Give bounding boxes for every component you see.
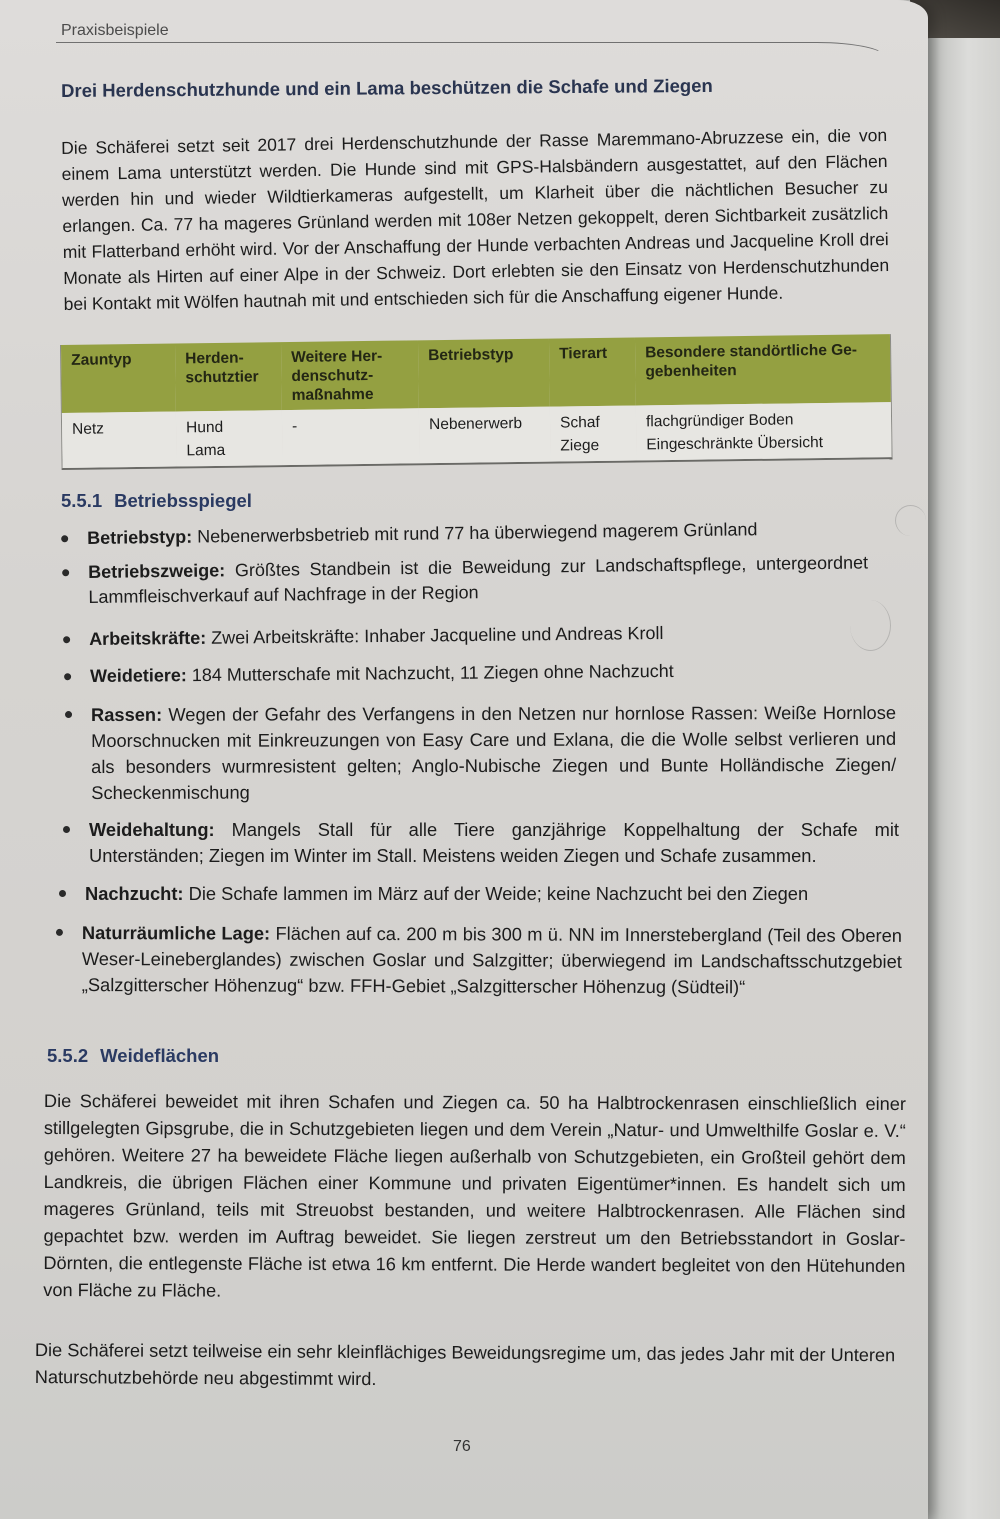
pencil-mark [850,600,891,651]
list-item [89,817,899,869]
section-number: 5.5.2 [47,1045,89,1066]
section-title: Weideflächen [100,1045,220,1066]
item-text: Nebenerwerbsbetrieb mit rund 77 ha überwiegend magerem Grünland [192,519,758,547]
table-header-row [61,334,891,413]
section-number: 5.5.1 [61,490,103,511]
list-item [87,516,877,551]
weideflaechen-paragraph-1: Die Schäferei beweidet mit ihren Schafen und Ziegen ca. 50 ha Halbtrockenrasen einschließlich einer stillgelegten Gipsgrube, die in Schutzgebieten liegen und dem Verein „Natur- und Umwelthilfe Goslar e. V.“ gehören. Weitere 27 ha beweidete Fläche liegen außerhalb von Schutzgebieten, ein Großteil gehört dem Landkreis, die übrigen Flächen einer Kommune und privaten Eigentümer*innen. Es handelt sich um mageres Grünland, teils mit Streuobst bestanden, und weitere Halbtrockenrasen. Alle Flächen sind gepachtet bzw. werden im Auftrag beweidet. Sie liegen zerstreut um den Betriebsstandort in Goslar-Dörnten, die entlegenste Fläche ist etwa 16 km entfernt. Die Herde wandert begleitet von den Hütehunden von Fläche zu Fläche. [43,1091,906,1301]
table-row [62,402,892,468]
article-title: Drei Herdenschutzhunde und ein Lama beschützen die Schafe und Ziegen [61,74,713,101]
cell-gegebenheiten [636,402,892,460]
bullet-icon [63,636,70,643]
header-weitere-massnahme: Weitere Her-denschutz-maßnahme [281,340,419,410]
item-text: Mangels Stall für alle Tiere ganzjährige Koppelhaltung der Schafe mit Unterständen; Ziegen im Winter im Stall. Meistens weiden Ziegen und Schafe zusammen. [89,819,899,866]
bullet-icon [63,826,70,833]
item-label: Arbeitskräfte: [89,627,207,649]
item-text: Die Schafe lammen im März auf der Weide; keine Nachzucht bei den Ziegen [183,883,809,904]
header-betriebstyp: Betriebstyp [418,339,550,409]
bullet-icon [61,535,68,542]
item-text: Zwei Arbeitskräfte: Inhaber Jacqueline und Andreas Kroll [206,622,664,648]
item-text: 184 Mutterschafe mit Nachzucht, 11 Ziegen ohne Nachzucht [186,660,674,686]
header-herdenschutztier: Herden-schutztier [175,342,282,411]
cell-tierart [550,405,637,461]
header-zauntyp: Zauntyp [61,343,176,412]
bullet-icon [64,673,71,680]
cell-betriebstyp: Nebenerwerb [419,407,551,464]
summary-table [60,334,893,470]
cell-zauntyp: Netz [62,411,177,467]
page-number: 76 [453,1438,471,1455]
bullet-icon [56,929,63,936]
cell-line: Ziege [560,436,600,455]
item-label: Betriebstyp: [87,526,193,548]
item-label: Rassen: [91,703,163,725]
list-item [91,700,896,806]
bullet-icon [62,569,69,576]
item-text: Flächen auf ca. 200 m bis 300 m ü. NN im Innerstebergland (Teil des Oberen Weser-Leineberglandes) zwischen Goslar und Salzgitter; überwiegend im Landschaftsschutzgebiet „Salzgitterscher Höhenzug“ bzw. FFH-Gebiet „Salzgitterscher Höhenzug (Südteil)“ [81,922,902,998]
header-gegebenheiten: Besondere standörtliche Ge-gebenheiten [635,334,891,405]
intro-paragraph: Die Schäferei setzt seit 2017 drei Herdenschutzhunde der Rasse Maremmano-Abruzzese ein, die von einem Lama unterstützt werden. Die Hunde sind mit GPS-Halsbändern ausgestattet, auf den Flächen werden hin und wieder Wildtierkameras aufgestellt, um Klarheit über die nächtlichen Besucher zu erlangen. Ca. 77 ha mageres Grünland werden mit 108er Netzen gekoppelt, deren Sichtbarkeit zusätzlich mit Flatterband erhöht wird. Vor der Anschaffung der Hunde verbachten Andreas und Jacqueline Kroll drei Monate als Hirten auf einer Alpe in der Schweiz. Dort erlebten sie den Einsatz von Herdenschutzhunden bei Kontakt mit Wölfen hautnah mit und entschieden sich für die Anschaffung eigener Hunde. [61,124,890,314]
cell-line: flachgründiger Boden [645,411,794,431]
item-label: Naturräumliche Lage: [81,922,271,944]
cell-line: Hund [185,418,224,437]
header-rule [56,42,887,61]
list-item [82,920,902,1001]
item-label: Betriebszweige: [88,560,226,582]
item-label: Weidehaltung: [89,819,215,840]
cell-line: Eingeschränkte Übersicht [646,434,824,454]
pencil-mark [895,505,926,536]
weideflaechen-paragraph-2: Die Schäferei setzt teilweise ein sehr kleinflächiges Beweidungsregime um, das jedes Jahr mit der Unteren Naturschutzbehörde neu abgestimmt wird. [34,1340,896,1390]
item-text: Wegen der Gefahr des Verfangens in den Netzen nur hornlose Rassen: Weiße Hornlose Moorschnucken mit Einkreuzungen von Easy Care und Exlana, die die Wolle selbst verlieren und als besonders wurmresistent gelten; Anglo-Nubische Ziegen und Bunte Holländische Ziegen/ Scheckenmischung [91,701,897,803]
header-tierart: Tierart [549,337,636,406]
bullet-icon [59,890,66,897]
section-heading-betriebsspiegel [61,490,252,512]
running-head: Praxisbeispiele [61,22,169,39]
cell-weitere-massnahme: - [282,408,420,465]
bullet-icon [65,711,72,718]
list-item [88,550,869,610]
list-item [89,619,879,652]
section-heading-weideflaechen [47,1045,219,1067]
cell-herdenschutztier [176,410,283,466]
item-label: Nachzucht: [85,883,184,904]
item-text: Größtes Standbein ist die Beweidung zur Landschaftspflege, untergeordnet Lammfleischverkauf auf Nachfrage in der Region [88,552,869,607]
adjacent-page-edge [920,38,1000,1519]
list-item [85,881,901,906]
list-item [90,657,880,689]
cell-line: Schaf [559,413,600,432]
cell-line: Lama [186,441,226,460]
section-title: Betriebsspiegel [114,490,252,511]
item-label: Weidetiere: [90,665,187,686]
